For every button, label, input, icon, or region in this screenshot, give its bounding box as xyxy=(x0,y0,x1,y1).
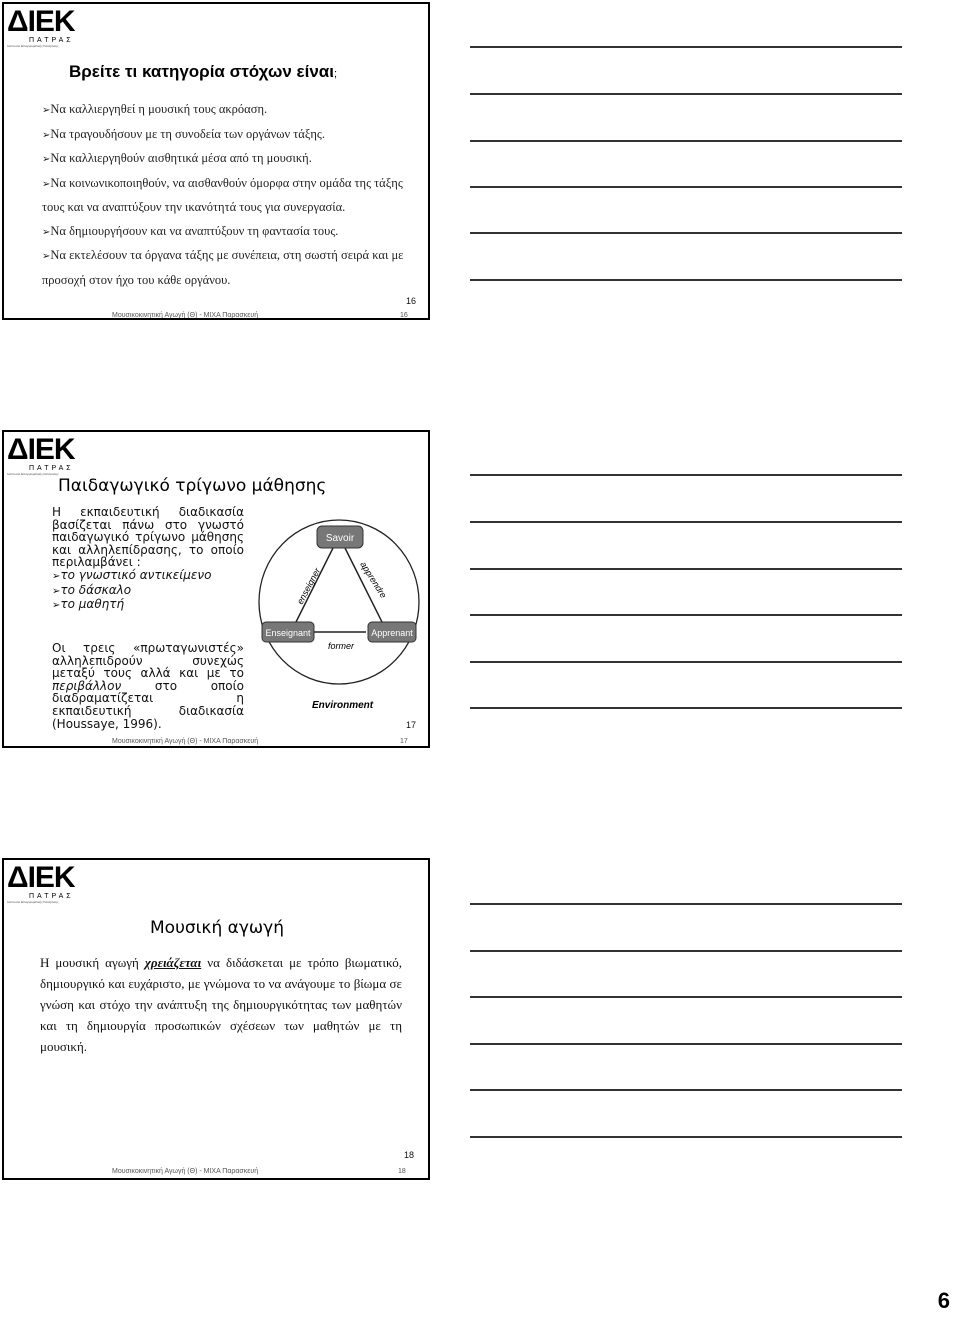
logo-tagline: Ινστιτούτο Επαγγελματικής Κατάρτισης xyxy=(7,472,59,476)
slide-number: 18 xyxy=(404,1150,415,1160)
slide-title: Μουσική αγωγή xyxy=(150,918,284,938)
slide-number: 16 xyxy=(406,296,417,306)
list-item: ➢το δάσκαλο xyxy=(52,582,132,597)
logo-tagline: Ινστιτούτο Επαγγελματικής Κατάρτισης xyxy=(7,900,59,904)
slide-17 xyxy=(2,430,430,748)
list-item: ➢Να κοινωνικοποιηθούν, να αισθανθούν όμορφα στην ομάδα της τάξης τους και να αναπτύξουν την ικανότητά τους για συνεργασία. xyxy=(42,175,403,214)
slide-title: Παιδαγωγικό τρίγωνο μάθησης xyxy=(58,476,327,496)
logo-main: ΔΙΕΚ xyxy=(7,5,75,38)
slide-footer: Μουσικοκινητική Αγωγή (Θ) - ΜΙΧΑ Παρασκευή xyxy=(112,1168,259,1175)
logo-main: ΔΙΕΚ xyxy=(7,861,75,894)
list-item: ➢Να καλλιεργηθούν αισθητικά μέσα από τη μουσική. xyxy=(42,151,312,165)
node-top-label: Savoir xyxy=(325,533,355,544)
intro-paragraph: Η εκπαιδευτική διαδικασία βασίζεται πάνω στο γνωστό παιδαγωγικό τρίγωνο μάθησης και αλληλεπίδρασης, το οποίο περιλαμβάνει : ➢το γνωστικό αντικείμενο ➢το δάσκαλο ➢το μαθητή xyxy=(52,505,244,612)
list-item: ➢Να τραγουδήσουν με τη συνοδεία των οργάνων τάξης. xyxy=(42,126,326,141)
arrow-bullet-icon: ➢ xyxy=(42,226,51,238)
environment-label: Environment xyxy=(312,700,374,711)
objectives-list xyxy=(42,98,410,292)
slide-title: Βρείτε τι κατηγορία στόχων είναι; xyxy=(69,62,338,81)
list-item: ➢Να καλλιεργηθεί η μουσική τους ακρόαση. xyxy=(42,102,268,116)
logo-sub: ΠΑΤΡΑΣ xyxy=(29,893,74,900)
slide-16 xyxy=(2,2,430,320)
arrow-bullet-icon: ➢ xyxy=(52,600,61,612)
node-right-label: Apprenant xyxy=(371,628,413,638)
arrow-bullet-icon: ➢ xyxy=(42,251,51,262)
slide-footer: Μουσικοκινητική Αγωγή (Θ) - ΜΙΧΑ Παρασκευή xyxy=(112,738,259,745)
logo-sub: ΠΑΤΡΑΣ xyxy=(29,465,74,472)
edge-left-label: enseigner xyxy=(294,566,323,606)
page-number: 6 xyxy=(937,1288,950,1313)
slide-footer: Μουσικοκινητική Αγωγή (Θ) - ΜΙΧΑ Παρασκευή xyxy=(112,312,259,319)
arrow-bullet-icon: ➢ xyxy=(42,178,51,190)
list-item: ➢το μαθητή xyxy=(52,597,125,612)
footer-page-number: 18 xyxy=(398,1168,406,1175)
footer-page-number: 16 xyxy=(400,312,408,319)
list-item: ➢Να δημιουργήσουν και να αναπτύξουν τη φαντασία τους. xyxy=(42,223,339,238)
logo-sub: ΠΑΤΡΑΣ xyxy=(29,37,74,44)
edge-bottom-label: former xyxy=(327,641,355,651)
arrow-bullet-icon: ➢ xyxy=(42,105,51,116)
logo-tagline: Ινστιτούτο Επαγγελματικής Κατάρτισης xyxy=(7,44,59,48)
list-item: ➢το γνωστικό αντικείμενο xyxy=(52,567,212,582)
arrow-bullet-icon: ➢ xyxy=(52,585,61,597)
diek-logo xyxy=(7,863,79,911)
diek-logo xyxy=(7,7,79,55)
footer-page-number: 17 xyxy=(400,738,408,745)
music-education-paragraph: Η μουσική αγωγή χρειάζεται να διδάσκεται με τρόπο βιωματικό, δημιουργικό και ευχάριστο, με γνώμονα το να ανάγουμε το βίωμα σε γνώση και στόχο την ανάπτυξη της δημιουργικότητας των μαθητών και τη δημιουργία προσωπικών σχέσεων των μαθητών με τη μουσική. xyxy=(40,955,403,1054)
pedagogical-triangle-diagram xyxy=(254,502,424,742)
list-item: ➢Να εκτελέσουν τα όργανα τάξης με συνέπεια, στη σωστή σειρά και με προσοχή στον ήχο του κάθε οργάνου. xyxy=(42,248,404,287)
node-left-label: Enseignant xyxy=(265,628,311,638)
arrow-bullet-icon: ➢ xyxy=(52,570,61,582)
slide-number: 17 xyxy=(406,720,417,730)
arrow-bullet-icon: ➢ xyxy=(42,154,51,165)
edge-right-label: apprendre xyxy=(358,559,389,600)
interaction-paragraph: Οι τρεις «πρωταγωνιστές» αλληλεπιδρούν συνεχώς μεταξύ τους αλλά και με το περιβάλλον στο οποίο διαδραματίζεται η εκπαιδευτική διαδικασία (Houssaye, 1996). xyxy=(52,641,244,731)
logo-main: ΔΙΕΚ xyxy=(7,433,75,466)
triangle-elements-list xyxy=(52,569,244,613)
arrow-bullet-icon: ➢ xyxy=(42,129,51,141)
